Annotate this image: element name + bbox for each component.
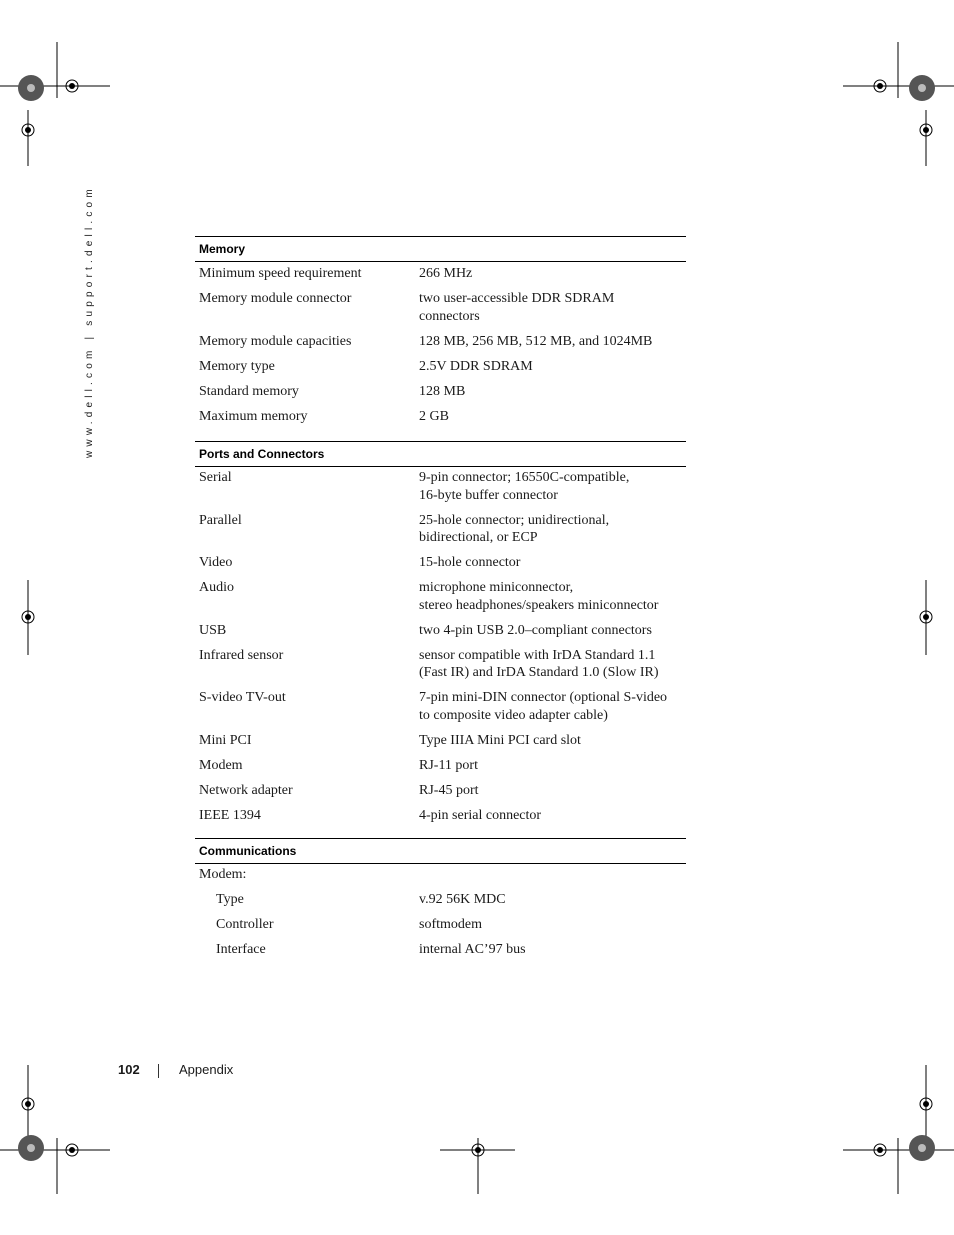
- spec-label: S-video TV-out: [199, 690, 286, 705]
- spec-value: 2.5V DDR SDRAM: [419, 358, 533, 374]
- spec-label: Memory module connector: [199, 291, 352, 306]
- spec-value: 7-pin mini-DIN connector (optional S-video to composite video adapter cable): [419, 690, 668, 723]
- spec-label: Audio: [199, 580, 234, 595]
- spec-row: [195, 358, 686, 376]
- spec-label: USB: [199, 622, 227, 638]
- spec-value: RJ-11 port: [419, 757, 478, 773]
- side-url-text: www.dell.com | support.dell.com: [84, 185, 95, 458]
- spec-row: [195, 732, 686, 750]
- spec-row: [195, 866, 686, 884]
- spec-value: 128 MB, 256 MB, 512 MB, and 1024MB: [419, 333, 653, 349]
- spec-value: 128 MB: [419, 383, 466, 399]
- memory-section: [195, 236, 686, 425]
- spec-row: [195, 579, 686, 614]
- spec-label: Video: [199, 555, 233, 570]
- spec-value: microphone miniconnector, stereo headphones/speakers miniconnector: [419, 580, 659, 613]
- spec-value: softmodem: [419, 917, 482, 932]
- spec-row: [195, 782, 686, 800]
- communications-section: [195, 838, 686, 959]
- spec-value: 2 GB: [419, 408, 449, 424]
- footer-section-title: Appendix: [179, 1062, 234, 1077]
- spec-value: two 4-pin USB 2.0–compliant connectors: [419, 622, 652, 638]
- spec-row: [195, 469, 686, 504]
- spec-value: 4-pin serial connector: [419, 807, 542, 823]
- spec-row: [195, 647, 686, 682]
- spec-row: [195, 383, 686, 401]
- spec-label: Modem:: [199, 867, 247, 882]
- spec-row: [195, 290, 686, 325]
- spec-row: [195, 916, 686, 934]
- section-heading: Communications: [195, 838, 686, 864]
- spec-label: Memory module capacities: [199, 333, 352, 349]
- spec-value: two user-accessible DDR SDRAM connectors: [419, 291, 615, 324]
- spec-label: IEEE 1394: [199, 807, 261, 823]
- spec-label: Infrared sensor: [199, 647, 284, 663]
- spec-row: [195, 554, 686, 572]
- spec-label: Maximum memory: [199, 408, 308, 424]
- spec-value: Type IIIA Mini PCI card slot: [419, 732, 581, 748]
- spec-row: [195, 512, 686, 547]
- footer-divider: [158, 1064, 159, 1078]
- spec-label: Controller: [216, 917, 274, 932]
- spec-value: RJ-45 port: [419, 782, 479, 798]
- spec-row: [195, 941, 686, 959]
- spec-row: [195, 807, 686, 825]
- spec-value: 25-hole connector; unidirectional, bidirectional, or ECP: [419, 512, 610, 545]
- section-heading: Ports and Connectors: [195, 441, 686, 467]
- spec-value: [419, 866, 686, 884]
- spec-label: Type: [216, 892, 244, 907]
- spec-label: Serial: [199, 470, 232, 485]
- spec-row: [195, 622, 686, 640]
- spec-label: Mini PCI: [199, 732, 252, 748]
- spec-row: [195, 265, 686, 283]
- page-number: 102: [118, 1062, 140, 1077]
- spec-row: [195, 757, 686, 775]
- spec-label: Standard memory: [199, 383, 299, 399]
- spec-row: [195, 891, 686, 909]
- spec-value: 15-hole connector: [419, 555, 521, 570]
- section-heading: Memory: [195, 236, 686, 262]
- spec-label: Minimum speed requirement: [199, 266, 362, 281]
- spec-value: v.92 56K MDC: [419, 892, 506, 907]
- spec-value: 266 MHz: [419, 266, 473, 281]
- spec-row: [195, 408, 686, 426]
- spec-label: Parallel: [199, 512, 242, 528]
- spec-value: 9-pin connector; 16550C-compatible, 16-byte buffer connector: [419, 470, 630, 503]
- ports-section: [195, 441, 686, 824]
- spec-label: Interface: [216, 942, 266, 957]
- spec-label: Modem: [199, 757, 243, 773]
- spec-value: sensor compatible with IrDA Standard 1.1 (Fast IR) and IrDA Standard 1.0 (Slow IR): [419, 647, 659, 680]
- spec-row: [195, 689, 686, 724]
- spec-label: Network adapter: [199, 782, 293, 798]
- spec-row: [195, 333, 686, 351]
- spec-label: Memory type: [199, 358, 275, 374]
- spec-value: internal AC’97 bus: [419, 942, 526, 957]
